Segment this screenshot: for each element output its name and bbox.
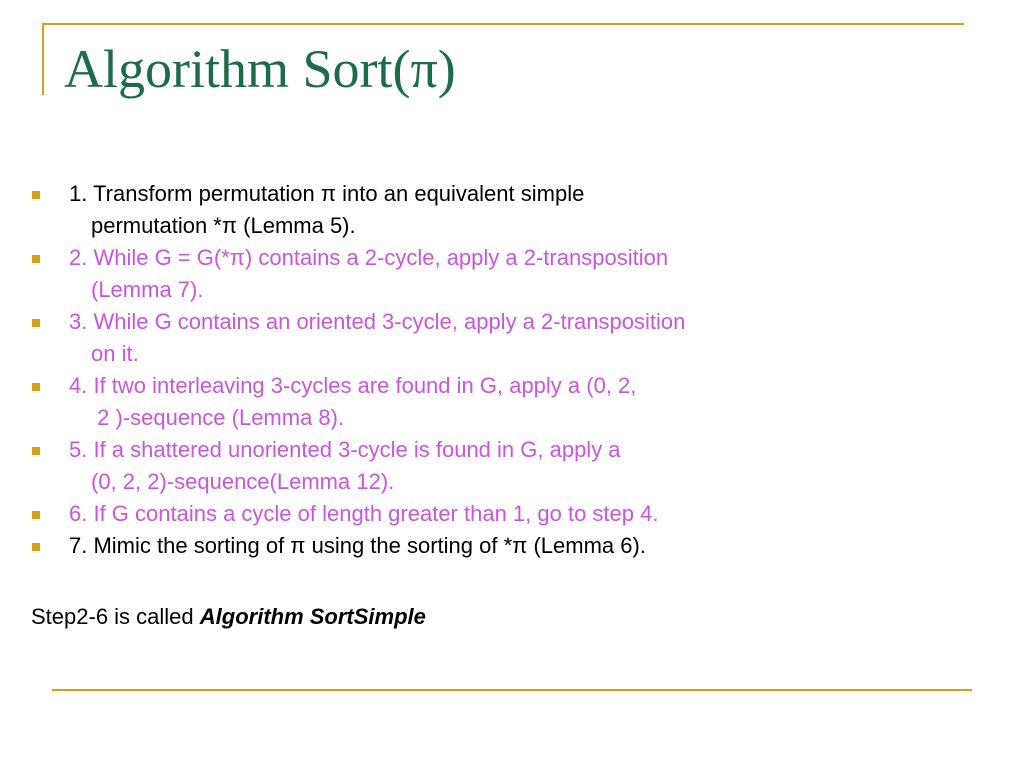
bullet-item-2 <box>30 242 850 306</box>
slide-title: Algorithm Sort(π) <box>64 39 456 99</box>
bullet-6-line-1: 6. If G contains a cycle of length greater than 1, go to step 4. <box>69 501 659 526</box>
bullet-4-line-2: 2 )-sequence (Lemma 8). <box>91 405 345 430</box>
bullet-5-line-1: 5. If a shattered unoriented 3-cycle is found in G, apply a <box>69 437 621 462</box>
square-bullet-icon <box>32 319 40 327</box>
square-bullet-icon <box>32 447 40 455</box>
square-bullet-icon <box>32 511 40 519</box>
bullet-item-1 <box>30 178 850 242</box>
square-bullet-icon <box>32 255 40 263</box>
footer-note-prefix: Step2-6 is called <box>31 604 200 629</box>
bullet-item-4 <box>30 370 850 434</box>
bullet-3-line-2: on it. <box>91 341 139 366</box>
footer-rule <box>52 689 972 691</box>
bullet-1-line-1: 1. Transform permutation π into an equivalent simple <box>69 181 585 206</box>
bullet-5-line-2: (0, 2, 2)-sequence(Lemma 12). <box>91 469 395 494</box>
bullet-4-line-1: 4. If two interleaving 3-cycles are found in G, apply a (0, 2, <box>69 373 637 398</box>
bullet-list <box>30 178 850 562</box>
bullet-2-line-2: (Lemma 7). <box>91 277 204 302</box>
bullet-7-line-1: 7. Mimic the sorting of π using the sorting of *π (Lemma 6). <box>69 533 646 558</box>
title-frame-top-rule <box>42 23 964 25</box>
bullet-3-line-1: 3. While G contains an oriented 3-cycle, apply a 2-transposition <box>69 309 686 334</box>
title-frame-left-rule <box>42 23 44 95</box>
bullet-item-5 <box>30 434 850 498</box>
square-bullet-icon <box>32 383 40 391</box>
square-bullet-icon <box>32 191 40 199</box>
bullet-2-line-1: 2. While G = G(*π) contains a 2-cycle, apply a 2-transposition <box>69 245 669 270</box>
bullet-item-6 <box>30 498 850 530</box>
bullet-item-3 <box>30 306 850 370</box>
square-bullet-icon <box>32 543 40 551</box>
bullet-item-7 <box>30 530 850 562</box>
footer-note <box>31 601 426 633</box>
footer-note-algorithm-name: Algorithm SortSimple <box>199 604 426 629</box>
bullet-1-line-2: permutation *π (Lemma 5). <box>91 213 356 238</box>
